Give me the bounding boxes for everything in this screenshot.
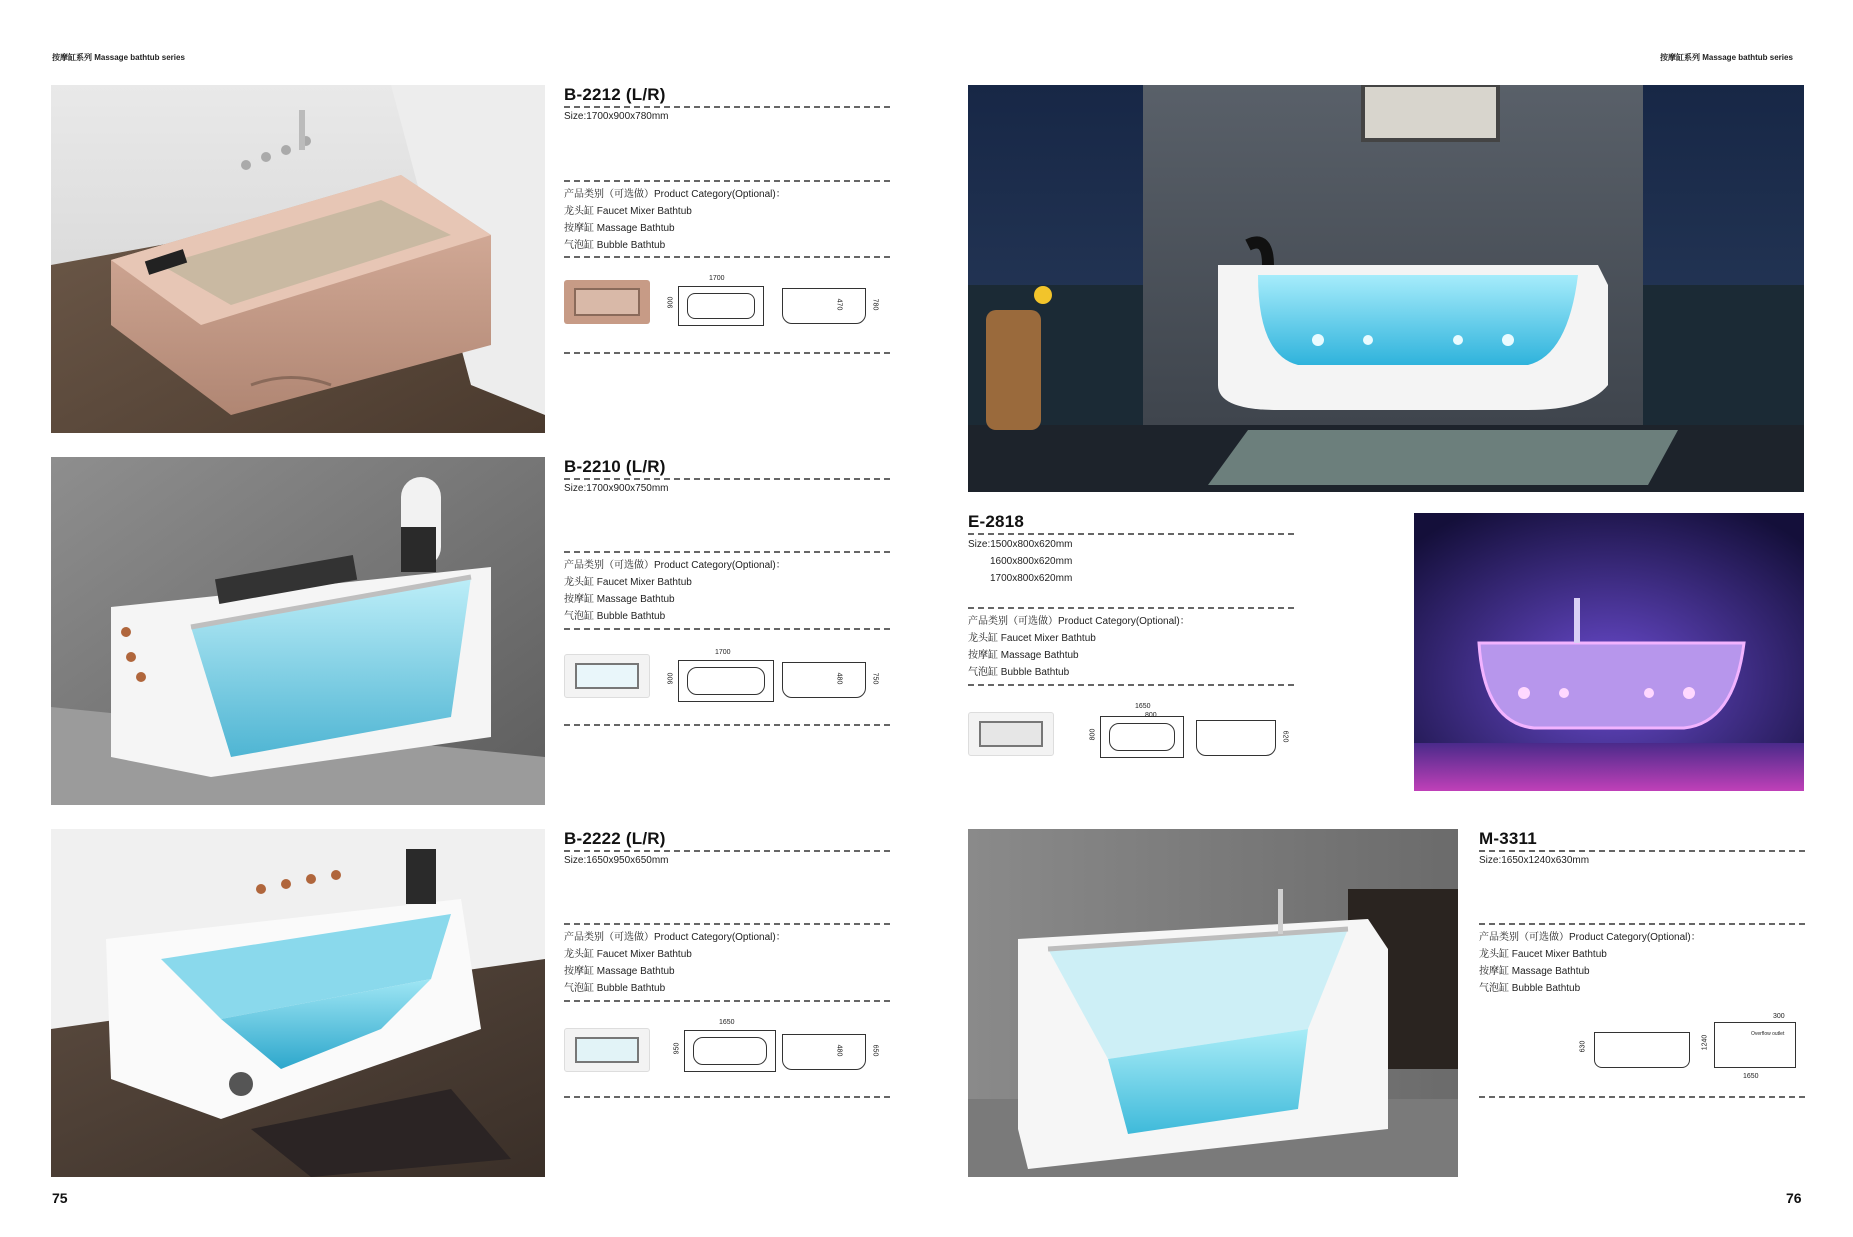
option-massage: 按摩缸 Massage Bathtub — [968, 650, 1079, 661]
product-size: Size:1650x950x650mm — [564, 855, 669, 866]
option-faucet: 龙头缸 Faucet Mixer Bathtub — [564, 206, 692, 217]
left-page-header: 按摩缸系列 Massage bathtub series — [52, 53, 185, 62]
divider — [564, 256, 890, 258]
drawing-side: 470 780 — [782, 288, 866, 324]
option-faucet: 龙头缸 Faucet Mixer Bathtub — [564, 577, 692, 588]
drawing-plan: 1650 950 — [684, 1030, 776, 1072]
product-options — [564, 186, 786, 254]
photo-b2222 — [51, 829, 545, 1177]
option-massage: 按摩缸 Massage Bathtub — [1479, 966, 1590, 977]
drawing-side: 620 — [1196, 720, 1276, 756]
option-massage: 按摩缸 Massage Bathtub — [564, 966, 675, 977]
product-options — [1479, 929, 1701, 997]
product-size-alt: 1600x800x620mm — [990, 556, 1073, 567]
photo-e2818-hero — [968, 85, 1804, 492]
product-options — [564, 929, 786, 997]
divider — [564, 106, 890, 108]
product-model: B-2222 (L/R) — [564, 829, 666, 848]
option-faucet: 龙头缸 Faucet Mixer Bathtub — [968, 633, 1096, 644]
divider — [1479, 1096, 1805, 1098]
divider — [1479, 850, 1805, 852]
divider — [564, 850, 890, 852]
divider — [564, 923, 890, 925]
category-heading: 产品类别（可选做）Product Category(Optional)： — [968, 616, 1190, 627]
thumbnail-top-view — [564, 280, 650, 324]
drawing-side: 480 750 — [782, 662, 866, 698]
divider — [564, 180, 890, 182]
drawing-plan: 1650 800 800 — [1100, 716, 1184, 758]
option-bubble: 气泡缸 Bubble Bathtub — [1479, 983, 1581, 994]
option-bubble: 气泡缸 Bubble Bathtub — [564, 240, 666, 251]
divider — [564, 724, 890, 726]
option-massage: 按摩缸 Massage Bathtub — [564, 223, 675, 234]
divider — [968, 533, 1294, 535]
product-size-alt: 1700x800x620mm — [990, 573, 1073, 584]
product-model: M-3311 — [1479, 829, 1537, 848]
thumbnail-top-view — [564, 654, 650, 698]
product-size: Size:1500x800x620mm — [968, 539, 1073, 550]
divider — [564, 478, 890, 480]
product-options — [564, 557, 786, 625]
divider — [968, 684, 1294, 686]
product-model: E-2818 — [968, 512, 1025, 531]
photo-b2210 — [51, 457, 545, 805]
product-model: B-2212 (L/R) — [564, 85, 666, 104]
option-faucet: 龙头缸 Faucet Mixer Bathtub — [1479, 949, 1607, 960]
option-bubble: 气泡缸 Bubble Bathtub — [968, 667, 1070, 678]
option-massage: 按摩缸 Massage Bathtub — [564, 594, 675, 605]
photo-m3311 — [968, 829, 1458, 1177]
drawing-side: 480 650 — [782, 1034, 866, 1070]
category-heading: 产品类别（可选做）Product Category(Optional)： — [564, 932, 786, 943]
right-page-header: 按摩缸系列 Massage bathtub series — [1660, 53, 1793, 62]
divider — [564, 628, 890, 630]
option-bubble: 气泡缸 Bubble Bathtub — [564, 611, 666, 622]
divider — [564, 352, 890, 354]
category-heading: 产品类别（可选做）Product Category(Optional)： — [564, 189, 786, 200]
product-size: Size:1650x1240x630mm — [1479, 855, 1590, 866]
drawing-plan: 1700 900 — [678, 660, 774, 702]
option-bubble: 气泡缸 Bubble Bathtub — [564, 983, 666, 994]
drawing-plan: 1650 1240 300 Overflow outlet — [1714, 1022, 1796, 1068]
thumbnail-top-view — [564, 1028, 650, 1072]
product-size: Size:1700x900x780mm — [564, 111, 669, 122]
product-model: B-2210 (L/R) — [564, 457, 666, 476]
photo-e2818-purple — [1414, 513, 1804, 791]
page-number-right: 76 — [1786, 1190, 1802, 1206]
divider — [564, 551, 890, 553]
drawing-plan: 1700 900 — [678, 286, 764, 326]
option-faucet: 龙头缸 Faucet Mixer Bathtub — [564, 949, 692, 960]
drawing-side: 630 — [1594, 1032, 1690, 1068]
divider — [1479, 923, 1805, 925]
divider — [968, 607, 1294, 609]
category-heading: 产品类别（可选做）Product Category(Optional)： — [1479, 932, 1701, 943]
category-heading: 产品类别（可选做）Product Category(Optional)： — [564, 560, 786, 571]
page-number-left: 75 — [52, 1190, 68, 1206]
product-options — [968, 613, 1190, 681]
product-size: Size:1700x900x750mm — [564, 483, 669, 494]
divider — [564, 1096, 890, 1098]
thumbnail-top-view — [968, 712, 1054, 756]
photo-b2212 — [51, 85, 545, 433]
divider — [564, 1000, 890, 1002]
